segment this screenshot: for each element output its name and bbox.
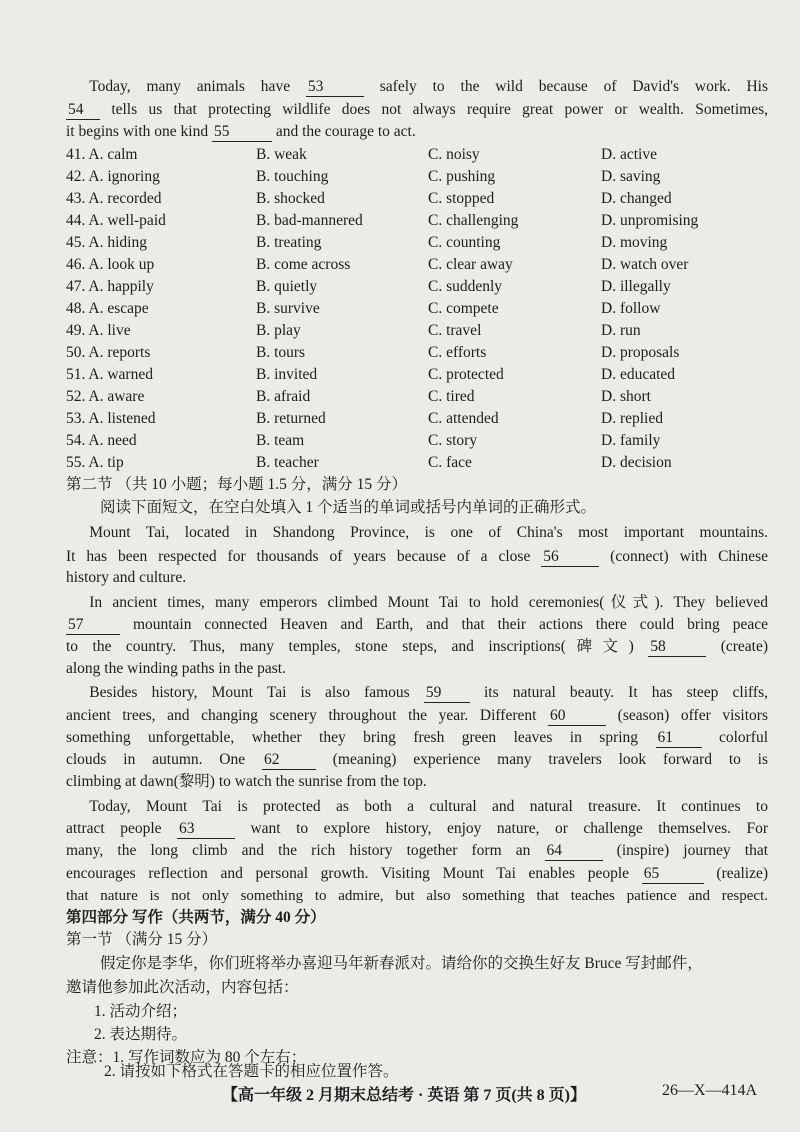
option-a: 54. A. need	[66, 432, 137, 449]
text: to the country. Thus, many temples, stone steps, and inscriptions(碑文)	[66, 638, 634, 655]
p2-line4: along the winding paths in the past.	[66, 660, 286, 677]
option-row	[66, 276, 776, 298]
p2-line2	[66, 614, 768, 636]
p4-line1	[66, 796, 768, 818]
option-a: 50. A. reports	[66, 344, 151, 361]
text: In ancient times, many emperors climbed Mount Tai to hold ceremonies(仪式). They believed	[89, 594, 768, 611]
blank-65: 65	[642, 865, 704, 884]
blank-61: 61	[656, 729, 702, 748]
option-d: D. follow	[601, 300, 661, 317]
option-a: 45. A. hiding	[66, 234, 147, 251]
section2-heading: 第二节 （共 10 小题；每小题 1.5 分，满分 15 分）	[66, 476, 408, 493]
option-d: D. saving	[601, 168, 661, 185]
section2-instruction: 阅读下面短文，在空白处填入 1 个适当的单词或括号内单词的正确形式。	[100, 499, 597, 516]
option-a: 51. A. warned	[66, 366, 153, 383]
p2-line1	[66, 592, 768, 614]
option-b: B. afraid	[256, 388, 311, 405]
text: Besides history, Mount Tai is also famous	[89, 684, 410, 701]
part4-heading: 第四部分 写作（共两节，满分 40 分）	[66, 909, 326, 926]
option-d: D. short	[601, 388, 651, 405]
text: (meaning) experience many travelers look forward to is	[332, 751, 768, 768]
text: and the courage to act.	[275, 123, 416, 140]
option-row	[66, 342, 776, 364]
text: (season) offer visitors	[617, 707, 768, 724]
text: ancient trees, and changing scenery throughout the year. Different	[66, 707, 537, 724]
option-c: C. pushing	[428, 168, 496, 185]
option-b: B. treating	[256, 234, 322, 251]
blank-63: 63	[177, 820, 235, 839]
text: (realize)	[716, 865, 768, 882]
blank-57: 57	[66, 616, 120, 635]
option-d: D. proposals	[601, 344, 680, 361]
blank-60: 60	[548, 707, 606, 726]
option-row	[66, 364, 776, 386]
option-d: D. watch over	[601, 256, 689, 273]
option-a: 49. A. live	[66, 322, 131, 339]
option-b: B. come across	[256, 256, 351, 273]
text: (inspire) journey that	[616, 842, 768, 859]
text: encourages reflection and personal growth. Visiting Mount Tai enables people	[66, 865, 630, 882]
text: safely to the wild because of David's work. His	[379, 78, 768, 95]
p3-line5: climbing at dawn(黎明) to watch the sunrise from the top.	[66, 773, 427, 790]
note-line1: 注意：1. 写作词数应为 80 个左右；	[66, 1049, 307, 1066]
blank-62: 62	[262, 751, 316, 770]
text: tells us that protecting wildlife does not always require great power or wealth. Sometimes,	[111, 101, 768, 118]
option-b: B. teacher	[256, 454, 319, 471]
option-a: 47. A. happily	[66, 278, 154, 295]
option-b: B. returned	[256, 410, 326, 427]
text: it begins with one kind	[66, 123, 209, 140]
passage1-line1	[66, 76, 768, 98]
option-b: B. weak	[256, 146, 307, 163]
passage1-line2	[66, 99, 768, 121]
option-a: 55. A. tip	[66, 454, 124, 471]
option-d: D. moving	[601, 234, 668, 251]
option-a: 43. A. recorded	[66, 190, 162, 207]
option-d: D. decision	[601, 454, 672, 471]
option-b: B. survive	[256, 300, 320, 317]
text: It has been respected for thousands of years because of a close	[66, 548, 531, 565]
option-row	[66, 386, 776, 408]
p1-line3: history and culture.	[66, 569, 187, 586]
text: something unforgettable, whether they bring fresh green leaves in spring	[66, 729, 639, 746]
blank-59: 59	[424, 684, 470, 703]
option-b: B. team	[256, 432, 305, 449]
option-b: B. invited	[256, 366, 318, 383]
option-d: D. unpromising	[601, 212, 699, 229]
option-c: C. stopped	[428, 190, 495, 207]
text: (create)	[720, 638, 768, 655]
option-b: B. shocked	[256, 190, 325, 207]
option-c: C. tired	[428, 388, 475, 405]
option-c: C. attended	[428, 410, 499, 427]
option-row	[66, 210, 776, 232]
text: clouds in autumn. One	[66, 751, 246, 768]
option-c: C. challenging	[428, 212, 519, 229]
option-d: D. replied	[601, 410, 663, 427]
text: Mount Tai, located in Shandong Province, is one of China's most important mountains.	[89, 524, 768, 541]
blank-54: 54	[66, 101, 100, 120]
footer-code: 26—X—414A	[662, 1082, 758, 1099]
option-d: D. changed	[601, 190, 672, 207]
option-d: D. family	[601, 432, 661, 449]
option-row	[66, 232, 776, 254]
option-d: D. educated	[601, 366, 676, 383]
p4-line4	[66, 863, 768, 885]
blank-58: 58	[648, 638, 706, 657]
p1-line1	[66, 522, 768, 544]
task-item1: 1. 活动介绍；	[94, 1003, 188, 1020]
option-d: D. active	[601, 146, 657, 163]
option-row	[66, 144, 776, 166]
option-row	[66, 298, 776, 320]
option-a: 44. A. well-paid	[66, 212, 166, 229]
p3-line1	[66, 682, 768, 704]
blank-56: 56	[541, 548, 599, 567]
option-a: 52. A. aware	[66, 388, 145, 405]
option-a: 42. A. ignoring	[66, 168, 160, 185]
option-a: 46. A. look up	[66, 256, 155, 273]
option-a: 41. A. calm	[66, 146, 138, 163]
text: Today, many animals have	[89, 78, 291, 95]
p3-line2	[66, 705, 768, 727]
option-b: B. quietly	[256, 278, 318, 295]
option-b: B. tours	[256, 344, 306, 361]
text: colorful	[718, 729, 768, 746]
option-d: D. illegally	[601, 278, 671, 295]
option-row	[66, 320, 776, 342]
option-row	[66, 254, 776, 276]
task-line1: 假定你是李华，你们班将举办喜迎马年新春派对。请给你的交换生好友 Bruce 写封邮件，	[100, 955, 703, 972]
note-line2: 2. 请按如下格式在答题卡的相应位置作答。	[104, 1063, 399, 1080]
option-row	[66, 166, 776, 188]
option-c: C. face	[428, 454, 472, 471]
footer-title: 【高一年级 2 月期末总结考 · 英语 第 7 页(共 8 页)】	[222, 1087, 586, 1104]
option-b: B. touching	[256, 168, 329, 185]
p4-line5: that nature is not only something to admire, but also something that teaches patience and respect.	[66, 888, 768, 904]
p4-line3	[66, 840, 768, 862]
option-c: C. protected	[428, 366, 504, 383]
blank-55: 55	[212, 123, 272, 142]
task-line2: 邀请他参加此次活动，内容包括：	[66, 979, 299, 996]
option-d: D. run	[601, 322, 641, 339]
option-a: 48. A. escape	[66, 300, 149, 317]
option-c: C. compete	[428, 300, 499, 317]
text: Today, Mount Tai is protected as both a cultural and natural treasure. It continues to	[89, 798, 768, 815]
option-row	[66, 430, 776, 452]
option-row	[66, 408, 776, 430]
text: (connect) with Chinese	[610, 548, 768, 565]
text: want to explore history, enjoy nature, or challenge themselves. For	[250, 820, 768, 837]
option-b: B. bad-mannered	[256, 212, 363, 229]
p3-line4	[66, 749, 768, 771]
option-c: C. clear away	[428, 256, 513, 273]
blank-64: 64	[545, 842, 603, 861]
blank-53: 53	[306, 78, 364, 97]
option-a: 53. A. listened	[66, 410, 156, 427]
task-item2: 2. 表达期待。	[94, 1026, 188, 1043]
options-list	[66, 144, 776, 474]
text: mountain connected Heaven and Earth, and that their actions there could bring peace	[132, 616, 768, 633]
option-b: B. play	[256, 322, 301, 339]
option-c: C. suddenly	[428, 278, 503, 295]
text: attract people	[66, 820, 162, 837]
option-row	[66, 452, 776, 474]
option-c: C. noisy	[428, 146, 480, 163]
passage1-line3	[66, 121, 768, 143]
page-footer	[0, 1082, 800, 1108]
p4-line2	[66, 818, 768, 840]
p3-line3	[66, 727, 768, 749]
option-c: C. story	[428, 432, 478, 449]
option-c: C. travel	[428, 322, 482, 339]
option-c: C. counting	[428, 234, 501, 251]
text: many, the long climb and the rich history together form an	[66, 842, 531, 859]
option-c: C. efforts	[428, 344, 487, 361]
text: its natural beauty. It has steep cliffs,	[483, 684, 768, 701]
option-row	[66, 188, 776, 210]
p1-line2	[66, 546, 768, 568]
p2-line3	[66, 636, 768, 658]
part4-subheading: 第一节 （满分 15 分）	[66, 931, 218, 948]
